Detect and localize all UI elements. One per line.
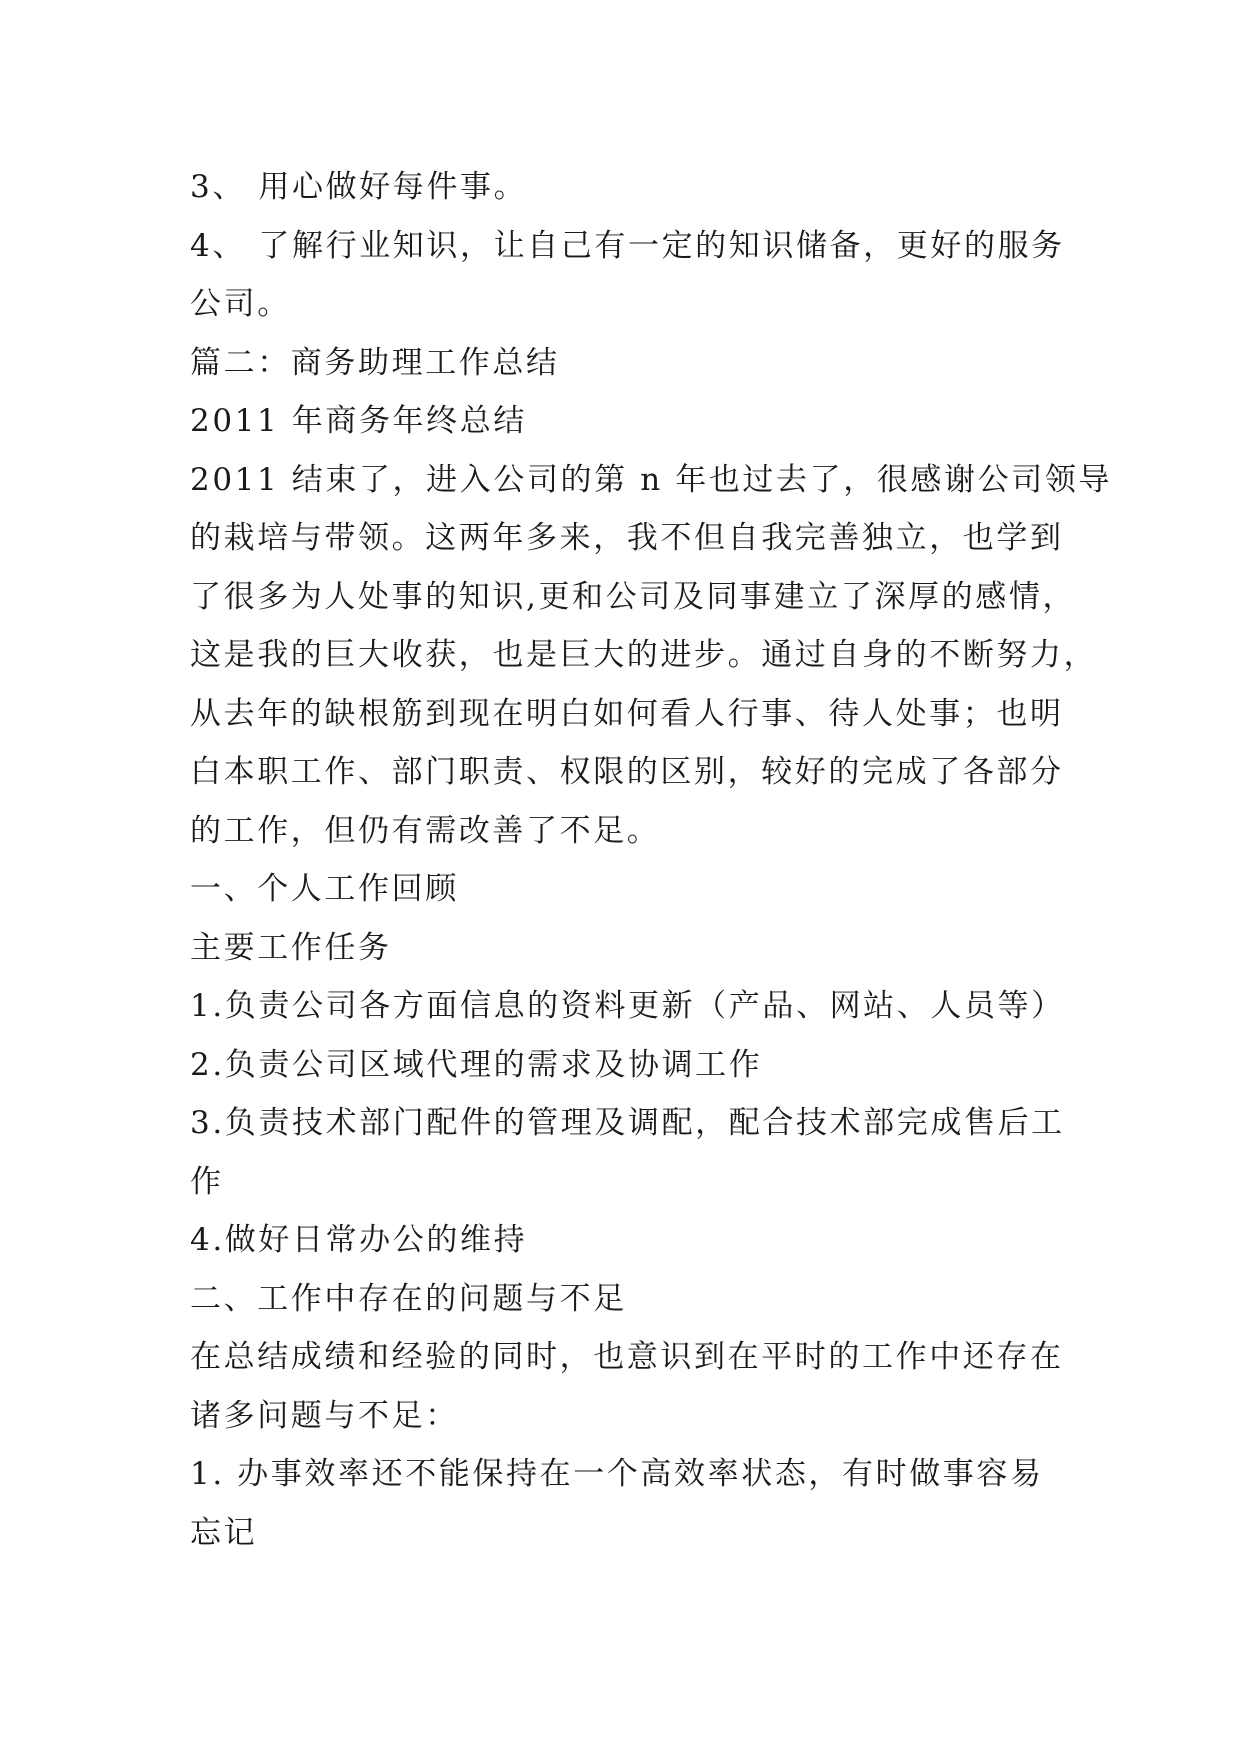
task-item: 3.负责技术部门配件的管理及调配，配合技术部完成售后工	[190, 1105, 1065, 1141]
paragraph-line: 诸多问题与不足：	[190, 1397, 459, 1434]
subheading-main-tasks: 主要工作任务	[190, 929, 392, 966]
paragraph-line: 在总结成绩和经验的同时，也意识到在平时的工作中还存在	[190, 1339, 1064, 1375]
section-heading-part-two: 篇二：商务助理工作总结	[190, 344, 560, 381]
list-item-4-continuation: 公司。	[190, 286, 291, 322]
list-item-4: 4、 了解行业知识，让自己有一定的知识储备，更好的服务	[190, 227, 1065, 264]
problem-item-continuation: 忘记	[190, 1514, 258, 1551]
section-heading-review: 一、个人工作回顾	[190, 871, 459, 907]
paragraph-line: 这是我的巨大收获，也是巨大的进步。通过自身的不断努力，	[190, 637, 1098, 673]
document-body	[190, 158, 1113, 1562]
paragraph-line: 从去年的缺根筋到现在明白如何看人行事、待人处事；也明	[190, 695, 1064, 732]
paragraph-line: 2011 结束了，进入公司的第 n 年也过去了，很感谢公司领导	[190, 461, 1113, 498]
task-item: 1.负责公司各方面信息的资料更新（产品、网站、人员等）	[190, 988, 1065, 1024]
list-item-3: 3、 用心做好每件事。	[190, 169, 528, 205]
task-item-continuation: 作	[190, 1163, 224, 1200]
paragraph-line: 白本职工作、部门职责、权限的区别，较好的完成了各部分	[190, 754, 1064, 790]
paragraph-line: 了很多为人处事的知识,更和公司及同事建立了深厚的感情，	[190, 578, 1077, 615]
task-item: 4.做好日常办公的维持	[190, 1222, 528, 1258]
problem-item: 1. 办事效率还不能保持在一个高效率状态，有时做事容易	[190, 1456, 1044, 1492]
document-title: 2011 年商务年终总结	[190, 403, 527, 439]
task-item: 2.负责公司区域代理的需求及协调工作	[190, 1046, 763, 1083]
section-heading-problems: 二、工作中存在的问题与不足	[190, 1280, 627, 1317]
paragraph-line: 的工作，但仍有需改善了不足。	[190, 812, 661, 849]
paragraph-line: 的栽培与带领。这两年多来，我不但自我完善独立，也学到	[190, 520, 1064, 556]
